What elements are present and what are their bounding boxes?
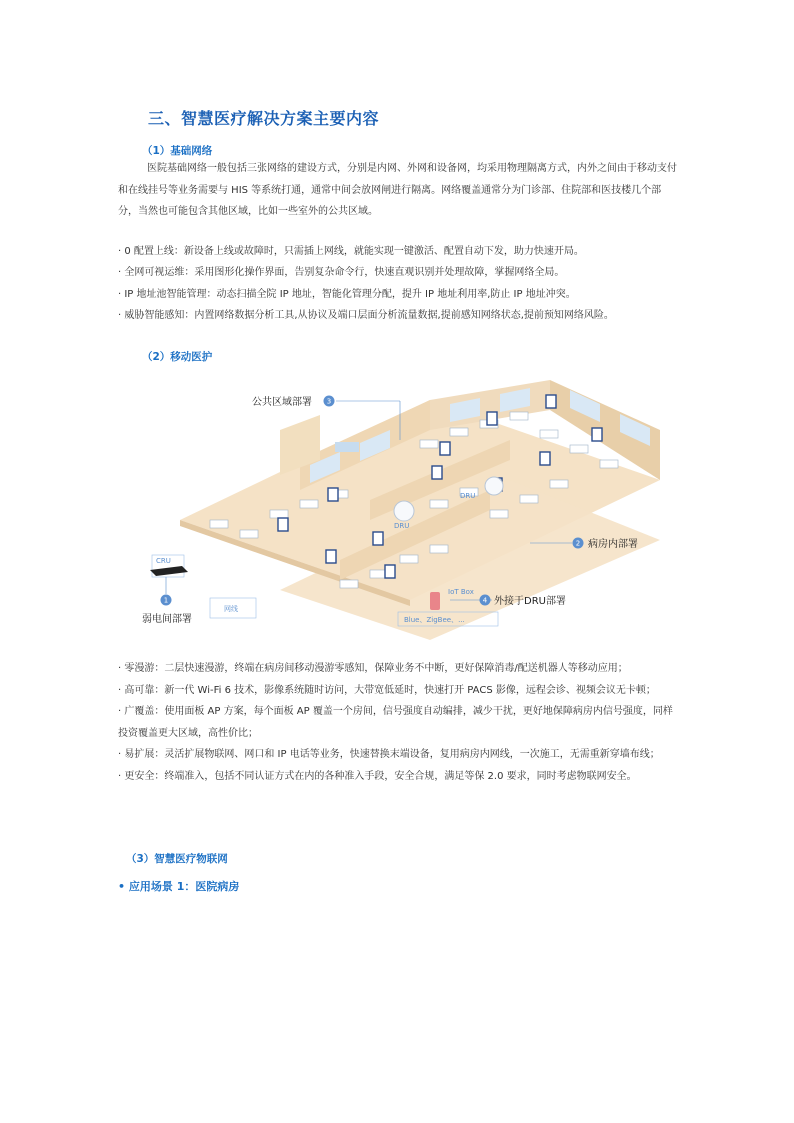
iot-protocols-label: Blue、ZigBee、...	[404, 616, 465, 624]
bullet-item: · 广覆盖：使用面板 AP 方案，每个面板 AP 覆盖一个房间，信号强度自动编排，减少干扰，更好地保障病房内信号强度，同样投资覆盖更大区域，高性价比；	[118, 706, 673, 739]
scene-title: • 应用场景 1：医院病房	[118, 880, 240, 893]
ward-floor	[180, 397, 660, 640]
subsection-title-mobile-care: （2）移动医护	[142, 351, 213, 363]
bullet-item: · 0 配置上线：新设备上线或故障时，只需插上网线，就能实现一键激活、配置自动下发，助力快速开局。	[118, 246, 584, 257]
dru-label: DRU	[460, 492, 476, 500]
cable-label: 网线	[224, 605, 238, 613]
callout-label-weak-current-room: 弱电间部署	[142, 614, 192, 625]
bullet-item: · IP 地址池智能管理：动态扫描全院 IP 地址，智能化管理分配，提升 IP 地址利用率,防止 IP 地址冲突。	[118, 288, 576, 300]
mobile-care-bullet-list	[118, 658, 678, 787]
bullet-item: · 更安全：终端准入，包括不同认证方式在内的各种准入手段，安全合规，满足等保 2.0 要求，同时考虑物联网安全。	[118, 770, 637, 782]
bullet-item: · 威胁智能感知：内置网络数据分析工具,从协议及端口层面分析流量数据,提前感知网络状态,提前预知网络风险。	[118, 309, 614, 321]
basic-network-bullet-list	[118, 241, 678, 326]
dru-label: DRU	[394, 522, 410, 530]
bullet-item: · 易扩展：灵活扩展物联网、网口和 IP 电话等业务，快速替换末端设备，复用病房内网线，一次施工，无需重新穿墙布线；	[118, 749, 660, 760]
subsection-title-basic-network: （1）基础网络	[142, 145, 213, 157]
hospital-ward-diagram	[130, 370, 670, 640]
callout-number: 3	[326, 397, 332, 406]
callout-number: 2	[575, 539, 581, 548]
bullet-item: · 全网可视运维：采用图形化操作界面，告别复杂命令行，快速直观识别并处理故障，掌握网络全局。	[118, 267, 565, 279]
callout-label-public-area: 公共区域部署	[252, 397, 312, 408]
callout-label-ward: 病房内部署	[588, 539, 638, 550]
iot-box-label: IoT Box	[448, 588, 474, 596]
callout-number: 4	[482, 596, 488, 605]
bullet-item: · 零漫游：二层快速漫游，终端在病房间移动漫游零感知，保障业务不中断，更好保障消毒/配送机器人等移动应用；	[118, 663, 628, 674]
cru-label: CRU	[156, 557, 171, 565]
callout-label-dru-external: 外接于DRU部署	[494, 596, 566, 607]
basic-network-paragraph: 医院基础网络一般包括三张网络的建设方式，分别是内网、外网和设备网，均采用物理隔离方式，内外之间由于移动支付和在线挂号等业务需要与 HIS 等系统打通，通常中间会放网闸进行隔离。网络覆盖通常分为门诊部、住院部和医技楼几个部分，当然也可能包含其他区域，比如一些室外的公共区域。	[118, 163, 677, 217]
subsection-title-iot: （3）智慧医疗物联网	[126, 853, 228, 865]
section-title: 三、智慧医疗解决方案主要内容	[148, 109, 380, 128]
callout-number: 1	[163, 596, 169, 605]
bullet-item: · 高可靠：新一代 Wi-Fi 6 技术，影像系统随时访问，大带宽低延时，快速打开 PACS 影像，远程会诊、视频会议无卡顿；	[118, 684, 656, 696]
